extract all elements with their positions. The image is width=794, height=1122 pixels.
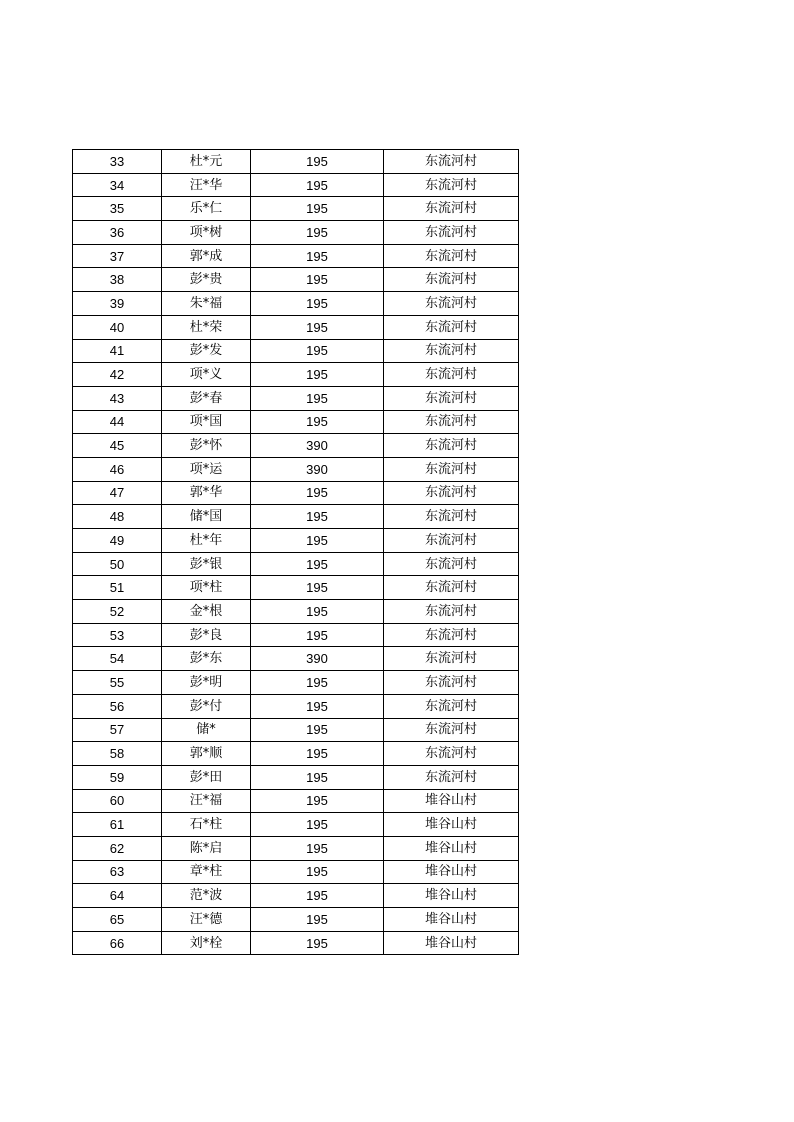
row-index-cell: 59 <box>73 765 162 789</box>
amount-cell: 195 <box>251 221 384 245</box>
row-index-cell: 64 <box>73 884 162 908</box>
amount-cell: 195 <box>251 173 384 197</box>
table-row <box>73 434 519 458</box>
table-body <box>73 150 519 955</box>
table-row <box>73 410 519 434</box>
table-row <box>73 529 519 553</box>
table-row <box>73 623 519 647</box>
name-cell: 石*柱 <box>162 813 251 837</box>
village-cell: 堆谷山村 <box>384 813 519 837</box>
table-row <box>73 315 519 339</box>
village-cell: 东流河村 <box>384 197 519 221</box>
amount-cell: 195 <box>251 836 384 860</box>
row-index-cell: 51 <box>73 576 162 600</box>
amount-cell: 195 <box>251 244 384 268</box>
table-row <box>73 931 519 955</box>
village-cell: 东流河村 <box>384 671 519 695</box>
name-cell: 项*树 <box>162 221 251 245</box>
village-cell: 东流河村 <box>384 552 519 576</box>
name-cell: 陈*启 <box>162 836 251 860</box>
name-cell: 刘*栓 <box>162 931 251 955</box>
village-cell: 堆谷山村 <box>384 836 519 860</box>
amount-cell: 195 <box>251 363 384 387</box>
amount-cell: 195 <box>251 600 384 624</box>
village-cell: 东流河村 <box>384 150 519 174</box>
row-index-cell: 38 <box>73 268 162 292</box>
row-index-cell: 66 <box>73 931 162 955</box>
village-cell: 东流河村 <box>384 505 519 529</box>
table-row <box>73 694 519 718</box>
table-row <box>73 150 519 174</box>
name-cell: 项*国 <box>162 410 251 434</box>
row-index-cell: 52 <box>73 600 162 624</box>
village-cell: 东流河村 <box>384 600 519 624</box>
village-cell: 堆谷山村 <box>384 884 519 908</box>
row-index-cell: 65 <box>73 908 162 932</box>
village-cell: 东流河村 <box>384 765 519 789</box>
row-index-cell: 48 <box>73 505 162 529</box>
name-cell: 项*运 <box>162 457 251 481</box>
table-row <box>73 576 519 600</box>
amount-cell: 195 <box>251 339 384 363</box>
name-cell: 项*柱 <box>162 576 251 600</box>
village-cell: 堆谷山村 <box>384 931 519 955</box>
row-index-cell: 56 <box>73 694 162 718</box>
amount-cell: 195 <box>251 694 384 718</box>
table-row <box>73 292 519 316</box>
data-table <box>72 149 519 955</box>
village-cell: 东流河村 <box>384 363 519 387</box>
name-cell: 项*义 <box>162 363 251 387</box>
amount-cell: 195 <box>251 860 384 884</box>
table-row <box>73 908 519 932</box>
amount-cell: 195 <box>251 576 384 600</box>
row-index-cell: 46 <box>73 457 162 481</box>
row-index-cell: 36 <box>73 221 162 245</box>
amount-cell: 195 <box>251 315 384 339</box>
row-index-cell: 63 <box>73 860 162 884</box>
row-index-cell: 58 <box>73 742 162 766</box>
amount-cell: 195 <box>251 623 384 647</box>
name-cell: 汪*德 <box>162 908 251 932</box>
row-index-cell: 55 <box>73 671 162 695</box>
amount-cell: 195 <box>251 671 384 695</box>
amount-cell: 195 <box>251 505 384 529</box>
village-cell: 东流河村 <box>384 481 519 505</box>
table-row <box>73 647 519 671</box>
row-index-cell: 49 <box>73 529 162 553</box>
table-row <box>73 860 519 884</box>
amount-cell: 195 <box>251 552 384 576</box>
amount-cell: 195 <box>251 292 384 316</box>
table-row <box>73 742 519 766</box>
amount-cell: 390 <box>251 457 384 481</box>
village-cell: 堆谷山村 <box>384 908 519 932</box>
table-row <box>73 789 519 813</box>
village-cell: 东流河村 <box>384 386 519 410</box>
village-cell: 东流河村 <box>384 576 519 600</box>
row-index-cell: 34 <box>73 173 162 197</box>
row-index-cell: 57 <box>73 718 162 742</box>
table-row <box>73 481 519 505</box>
row-index-cell: 41 <box>73 339 162 363</box>
amount-cell: 195 <box>251 529 384 553</box>
name-cell: 彭*明 <box>162 671 251 695</box>
table-row <box>73 363 519 387</box>
village-cell: 东流河村 <box>384 434 519 458</box>
village-cell: 东流河村 <box>384 529 519 553</box>
amount-cell: 390 <box>251 647 384 671</box>
name-cell: 乐*仁 <box>162 197 251 221</box>
row-index-cell: 45 <box>73 434 162 458</box>
name-cell: 杜*元 <box>162 150 251 174</box>
table-row <box>73 813 519 837</box>
name-cell: 杜*年 <box>162 529 251 553</box>
name-cell: 汪*华 <box>162 173 251 197</box>
row-index-cell: 61 <box>73 813 162 837</box>
amount-cell: 390 <box>251 434 384 458</box>
row-index-cell: 50 <box>73 552 162 576</box>
row-index-cell: 44 <box>73 410 162 434</box>
name-cell: 彭*田 <box>162 765 251 789</box>
name-cell: 郭*成 <box>162 244 251 268</box>
table-row <box>73 221 519 245</box>
row-index-cell: 40 <box>73 315 162 339</box>
name-cell: 范*波 <box>162 884 251 908</box>
name-cell: 章*柱 <box>162 860 251 884</box>
amount-cell: 195 <box>251 410 384 434</box>
table-row <box>73 339 519 363</box>
name-cell: 彭*春 <box>162 386 251 410</box>
name-cell: 郭*顺 <box>162 742 251 766</box>
table-row <box>73 173 519 197</box>
village-cell: 东流河村 <box>384 315 519 339</box>
amount-cell: 195 <box>251 197 384 221</box>
name-cell: 杜*荣 <box>162 315 251 339</box>
name-cell: 彭*付 <box>162 694 251 718</box>
name-cell: 储* <box>162 718 251 742</box>
row-index-cell: 42 <box>73 363 162 387</box>
village-cell: 东流河村 <box>384 694 519 718</box>
village-cell: 东流河村 <box>384 457 519 481</box>
name-cell: 彭*良 <box>162 623 251 647</box>
table-row <box>73 244 519 268</box>
amount-cell: 195 <box>251 742 384 766</box>
row-index-cell: 47 <box>73 481 162 505</box>
table-row <box>73 765 519 789</box>
village-cell: 堆谷山村 <box>384 860 519 884</box>
name-cell: 朱*福 <box>162 292 251 316</box>
table-row <box>73 552 519 576</box>
row-index-cell: 37 <box>73 244 162 268</box>
name-cell: 彭*发 <box>162 339 251 363</box>
row-index-cell: 43 <box>73 386 162 410</box>
amount-cell: 195 <box>251 150 384 174</box>
name-cell: 汪*福 <box>162 789 251 813</box>
row-index-cell: 39 <box>73 292 162 316</box>
village-cell: 东流河村 <box>384 647 519 671</box>
village-cell: 东流河村 <box>384 339 519 363</box>
table-row <box>73 505 519 529</box>
name-cell: 彭*东 <box>162 647 251 671</box>
amount-cell: 195 <box>251 908 384 932</box>
village-cell: 东流河村 <box>384 410 519 434</box>
amount-cell: 195 <box>251 931 384 955</box>
village-cell: 东流河村 <box>384 268 519 292</box>
amount-cell: 195 <box>251 789 384 813</box>
name-cell: 金*根 <box>162 600 251 624</box>
name-cell: 彭*怀 <box>162 434 251 458</box>
table-row <box>73 197 519 221</box>
row-index-cell: 60 <box>73 789 162 813</box>
table-row <box>73 884 519 908</box>
name-cell: 彭*贵 <box>162 268 251 292</box>
amount-cell: 195 <box>251 813 384 837</box>
row-index-cell: 62 <box>73 836 162 860</box>
amount-cell: 195 <box>251 765 384 789</box>
amount-cell: 195 <box>251 268 384 292</box>
village-cell: 东流河村 <box>384 244 519 268</box>
village-cell: 东流河村 <box>384 221 519 245</box>
amount-cell: 195 <box>251 481 384 505</box>
village-cell: 堆谷山村 <box>384 789 519 813</box>
table-row <box>73 718 519 742</box>
village-cell: 东流河村 <box>384 623 519 647</box>
table-row <box>73 386 519 410</box>
village-cell: 东流河村 <box>384 292 519 316</box>
table-row <box>73 671 519 695</box>
village-cell: 东流河村 <box>384 718 519 742</box>
row-index-cell: 53 <box>73 623 162 647</box>
village-cell: 东流河村 <box>384 173 519 197</box>
village-cell: 东流河村 <box>384 742 519 766</box>
table-row <box>73 268 519 292</box>
amount-cell: 195 <box>251 386 384 410</box>
row-index-cell: 33 <box>73 150 162 174</box>
table-row <box>73 600 519 624</box>
table-row <box>73 836 519 860</box>
row-index-cell: 35 <box>73 197 162 221</box>
row-index-cell: 54 <box>73 647 162 671</box>
name-cell: 郭*华 <box>162 481 251 505</box>
amount-cell: 195 <box>251 884 384 908</box>
table-row <box>73 457 519 481</box>
name-cell: 彭*银 <box>162 552 251 576</box>
amount-cell: 195 <box>251 718 384 742</box>
name-cell: 储*国 <box>162 505 251 529</box>
